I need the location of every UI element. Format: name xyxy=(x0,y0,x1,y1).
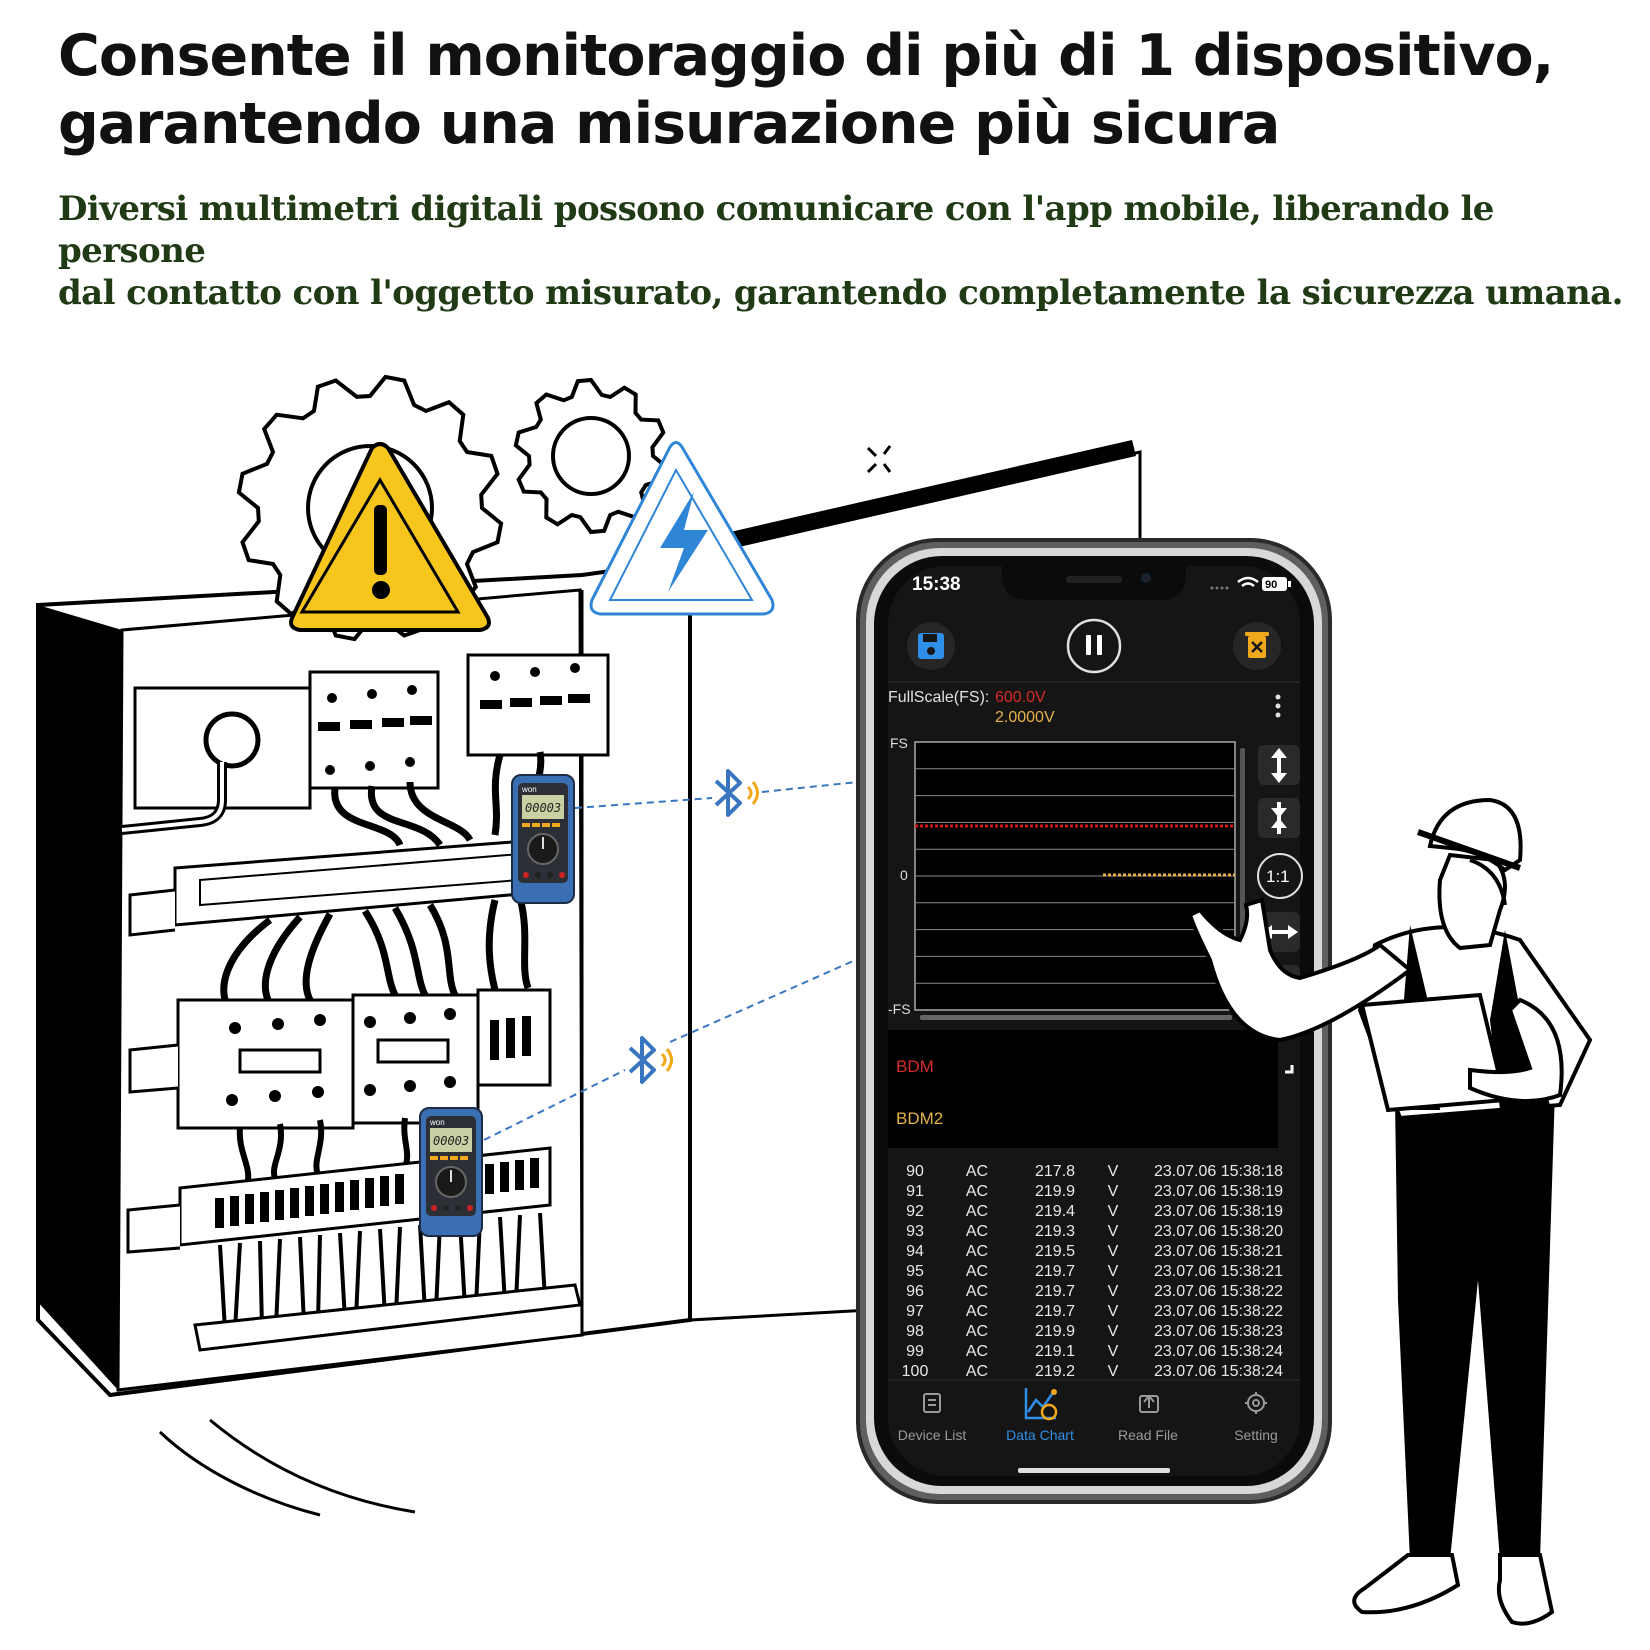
zoom-reset-button[interactable] xyxy=(1258,854,1302,898)
cell-timestamp: 23.07.06 15:38:19 xyxy=(1154,1183,1284,1200)
battery-icon xyxy=(1262,577,1291,591)
device-bdm[interactable]: BDM xyxy=(896,1057,934,1076)
multimeter-2 xyxy=(420,1108,482,1236)
trash-icon xyxy=(1245,632,1269,658)
cell-value: 219.3 xyxy=(1035,1223,1076,1240)
cell-mode: AC xyxy=(965,1183,989,1200)
cell-unit: V xyxy=(1107,1343,1119,1360)
cell-index: 97 xyxy=(906,1303,924,1320)
cell-value: 219.9 xyxy=(1035,1183,1076,1200)
status-time: 15:38 xyxy=(912,574,961,595)
more-menu-icon[interactable] xyxy=(1276,695,1281,718)
cell-index: 91 xyxy=(906,1183,924,1200)
cell-mode: AC xyxy=(965,1203,989,1220)
multimeter-1 xyxy=(512,775,574,903)
cell-timestamp: 23.07.06 15:38:24 xyxy=(1154,1363,1284,1380)
cell-index: 93 xyxy=(906,1223,924,1240)
cell-value: 219.5 xyxy=(1035,1243,1076,1260)
cell-timestamp: 23.07.06 15:38:20 xyxy=(1154,1223,1284,1240)
cell-index: 96 xyxy=(906,1283,924,1300)
home-indicator xyxy=(1018,1468,1170,1473)
cell-index: 99 xyxy=(906,1343,924,1360)
cell-mode: AC xyxy=(965,1323,989,1340)
cell-timestamp: 23.07.06 15:38:24 xyxy=(1154,1343,1284,1360)
cell-value: 219.2 xyxy=(1035,1363,1076,1380)
cell-unit: V xyxy=(1107,1263,1119,1280)
cell-mode: AC xyxy=(965,1243,989,1260)
horizontal-scrollbar[interactable] xyxy=(920,1015,1232,1020)
cell-timestamp: 23.07.06 15:38:23 xyxy=(1154,1323,1284,1340)
cell-timestamp: 23.07.06 15:38:21 xyxy=(1154,1243,1284,1260)
fullscale-value-2: 2.0000V xyxy=(995,709,1055,726)
pause-button[interactable] xyxy=(1068,620,1120,672)
zoom-reset-label: 1:1 xyxy=(1266,867,1290,886)
nav-read-file-label: Read File xyxy=(1118,1427,1178,1443)
cell-unit: V xyxy=(1107,1283,1119,1300)
cell-value: 219.1 xyxy=(1035,1343,1076,1360)
cell-mode: AC xyxy=(965,1263,989,1280)
cell-mode: AC xyxy=(965,1343,989,1360)
headline-line-1: Consente il monitoraggio di più di 1 dispositivo, xyxy=(58,23,1554,89)
cell-unit: V xyxy=(1107,1183,1119,1200)
cell-index: 95 xyxy=(906,1263,924,1280)
cell-value: 219.7 xyxy=(1035,1263,1076,1280)
save-button[interactable] xyxy=(907,622,955,670)
cell-timestamp: 23.07.06 15:38:21 xyxy=(1154,1263,1284,1280)
cell-mode: AC xyxy=(965,1283,989,1300)
cell-unit: V xyxy=(1107,1163,1119,1180)
cell-value: 219.7 xyxy=(1035,1303,1076,1320)
subheadline-line-1: Diversi multimetri digitali possono comunicare con l'app mobile, liberando le persone xyxy=(58,189,1494,271)
cell-timestamp: 23.07.06 15:38:22 xyxy=(1154,1303,1284,1320)
y-axis-bottom-label: -FS xyxy=(888,1001,911,1017)
multimeter-brand: won xyxy=(522,785,537,794)
cell-index: 92 xyxy=(906,1203,924,1220)
fullscale-label: FullScale(FS): xyxy=(888,689,990,706)
cell-unit: V xyxy=(1107,1303,1119,1320)
nav-data-chart-label: Data Chart xyxy=(1006,1427,1074,1443)
cell-index: 100 xyxy=(901,1363,929,1380)
cell-timestamp: 23.07.06 15:38:22 xyxy=(1154,1283,1284,1300)
battery-level: 90 xyxy=(1265,579,1278,591)
sparkle-icon xyxy=(868,446,890,472)
data-chart xyxy=(888,735,1245,1020)
cell-value: 219.4 xyxy=(1035,1203,1076,1220)
subheadline-line-2: dal contatto con l'oggetto misurato, garantendo completamente la sicurezza umana. xyxy=(58,273,1623,313)
cell-value: 219.7 xyxy=(1035,1283,1076,1300)
y-axis-top-label: FS xyxy=(890,735,908,751)
nav-setting-label: Setting xyxy=(1234,1427,1278,1443)
multimeter-display: 00003 xyxy=(525,801,562,815)
multimeter-brand: won xyxy=(430,1118,445,1127)
fullscale-value-1: 600.0V xyxy=(995,689,1046,706)
cell-mode: AC xyxy=(965,1223,989,1240)
headline-line-2: garantendo una misurazione più sicura xyxy=(58,91,1280,157)
cell-value: 217.8 xyxy=(1035,1163,1076,1180)
cell-unit: V xyxy=(1107,1243,1119,1260)
compress-vertical-button[interactable] xyxy=(1258,798,1300,838)
nav-device-list-label: Device List xyxy=(897,1427,967,1443)
cell-mode: AC xyxy=(965,1163,989,1180)
device-bdm2[interactable]: BDM2 xyxy=(896,1109,944,1128)
cell-mode: AC xyxy=(965,1363,989,1380)
cell-index: 98 xyxy=(906,1323,924,1340)
cell-unit: V xyxy=(1107,1203,1119,1220)
y-axis-zero-label: 0 xyxy=(900,867,908,883)
cell-timestamp: 23.07.06 15:38:19 xyxy=(1154,1203,1284,1220)
cell-index: 90 xyxy=(906,1163,924,1180)
cell-unit: V xyxy=(1107,1223,1119,1240)
save-icon xyxy=(918,633,944,659)
cell-timestamp: 23.07.06 15:38:18 xyxy=(1154,1163,1284,1180)
cell-value: 219.9 xyxy=(1035,1323,1076,1340)
expand-vertical-button[interactable] xyxy=(1258,745,1300,785)
multimeter-display: 00003 xyxy=(433,1134,470,1148)
delete-button[interactable] xyxy=(1233,622,1281,670)
cell-unit: V xyxy=(1107,1323,1119,1340)
cell-index: 94 xyxy=(906,1243,924,1260)
cell-unit: V xyxy=(1107,1363,1119,1380)
cell-mode: AC xyxy=(965,1303,989,1320)
